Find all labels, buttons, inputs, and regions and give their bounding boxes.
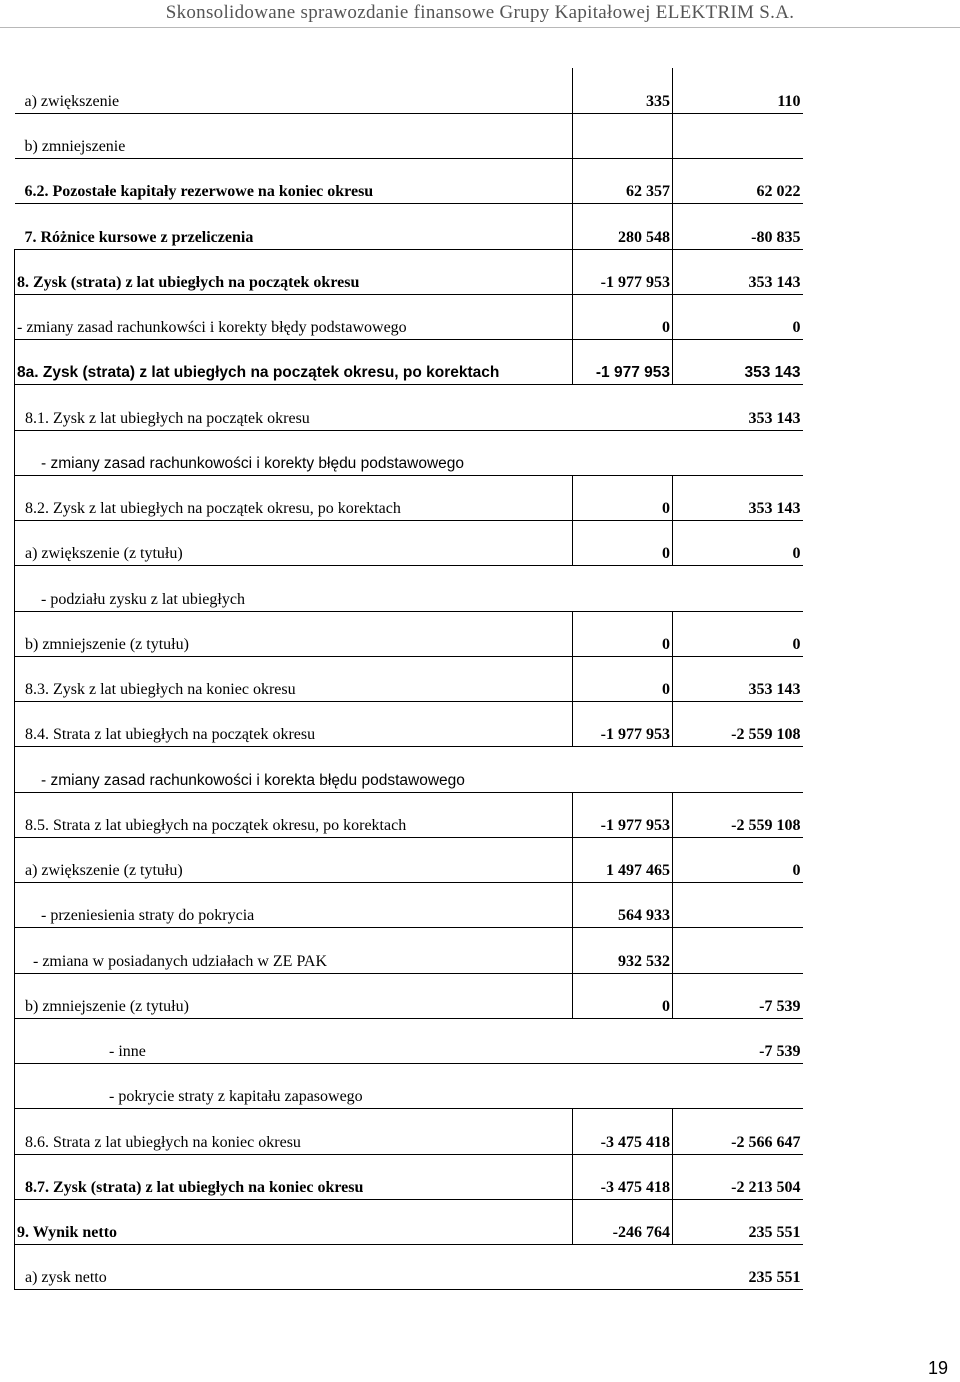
row-label: - pokrycie straty z kapitału zapasowego bbox=[15, 1064, 573, 1109]
row-label: - przeniesienia straty do pokrycia bbox=[15, 883, 573, 928]
row-label: - zmiany zasad rachunkowości i korekta błędu podstawowego bbox=[15, 747, 573, 792]
value-previous: 110 bbox=[673, 68, 803, 113]
row-label: 8.3. Zysk z lat ubiegłych na koniec okresu bbox=[15, 656, 573, 701]
value-current: 0 bbox=[573, 475, 673, 520]
table-row bbox=[15, 204, 803, 249]
value-previous: -2 559 108 bbox=[673, 792, 803, 837]
value-current: 62 357 bbox=[573, 159, 673, 204]
value-previous: 353 143 bbox=[673, 385, 803, 430]
value-previous: 353 143 bbox=[673, 656, 803, 701]
value-current bbox=[573, 1018, 673, 1063]
table-row bbox=[15, 1064, 803, 1109]
value-previous bbox=[673, 113, 803, 158]
value-current: 0 bbox=[573, 656, 673, 701]
value-previous: 0 bbox=[673, 521, 803, 566]
table-row bbox=[15, 837, 803, 882]
table-row bbox=[15, 1199, 803, 1244]
value-current: -1 977 953 bbox=[573, 702, 673, 747]
value-previous: 353 143 bbox=[673, 475, 803, 520]
table-row bbox=[15, 1245, 803, 1290]
financial-table bbox=[14, 68, 803, 1290]
value-previous bbox=[673, 430, 803, 475]
row-label: a) zwiększenie bbox=[15, 68, 573, 113]
row-label: b) zmniejszenie (z tytułu) bbox=[15, 611, 573, 656]
value-previous: 62 022 bbox=[673, 159, 803, 204]
value-current bbox=[573, 113, 673, 158]
table-row bbox=[15, 113, 803, 158]
value-current: 280 548 bbox=[573, 204, 673, 249]
value-previous bbox=[673, 928, 803, 973]
page-number: 19 bbox=[927, 1358, 948, 1378]
table-row bbox=[15, 475, 803, 520]
value-current: 1 497 465 bbox=[573, 837, 673, 882]
value-previous: -80 835 bbox=[673, 204, 803, 249]
row-label: b) zmniejszenie (z tytułu) bbox=[15, 973, 573, 1018]
value-previous: 0 bbox=[673, 611, 803, 656]
row-label: b) zmniejszenie bbox=[15, 113, 573, 158]
row-label: 8a. Zysk (strata) z lat ubiegłych na początek okresu, po korektach bbox=[15, 340, 573, 385]
value-current: -1 977 953 bbox=[573, 340, 673, 385]
value-current: 932 532 bbox=[573, 928, 673, 973]
value-previous: 235 551 bbox=[673, 1245, 803, 1290]
table-row bbox=[15, 566, 803, 611]
table-row bbox=[15, 656, 803, 701]
row-label: 6.2. Pozostałe kapitały rezerwowe na koniec okresu bbox=[15, 159, 573, 204]
table-row bbox=[15, 1154, 803, 1199]
table-row bbox=[15, 883, 803, 928]
value-current: 335 bbox=[573, 68, 673, 113]
value-current bbox=[573, 747, 673, 792]
row-label: - zmiany zasad rachunkowości i korekty błędu podstawowego bbox=[15, 430, 573, 475]
value-current: -1 977 953 bbox=[573, 249, 673, 294]
value-previous: -7 539 bbox=[673, 973, 803, 1018]
table-row bbox=[15, 973, 803, 1018]
value-previous: -2 566 647 bbox=[673, 1109, 803, 1154]
table-row bbox=[15, 294, 803, 339]
value-previous: -7 539 bbox=[673, 1018, 803, 1063]
row-label: 8.4. Strata z lat ubiegłych na początek okresu bbox=[15, 702, 573, 747]
value-previous: 0 bbox=[673, 837, 803, 882]
row-label: a) zwiększenie (z tytułu) bbox=[15, 837, 573, 882]
table-row bbox=[15, 430, 803, 475]
value-previous bbox=[673, 566, 803, 611]
row-label: 8.6. Strata z lat ubiegłych na koniec okresu bbox=[15, 1109, 573, 1154]
value-previous bbox=[673, 883, 803, 928]
table-row bbox=[15, 340, 803, 385]
header-title: Skonsolidowane sprawozdanie finansowe Grupy Kapitałowej ELEKTRIM S.A. bbox=[165, 2, 795, 23]
table-row bbox=[15, 385, 803, 430]
value-previous bbox=[673, 1064, 803, 1109]
row-label: - podziału zysku z lat ubiegłych bbox=[15, 566, 573, 611]
value-current: 0 bbox=[573, 294, 673, 339]
value-previous bbox=[673, 747, 803, 792]
value-current: -3 475 418 bbox=[573, 1154, 673, 1199]
row-label: 9. Wynik netto bbox=[15, 1199, 573, 1244]
value-current bbox=[573, 1245, 673, 1290]
table-row bbox=[15, 928, 803, 973]
value-current: 564 933 bbox=[573, 883, 673, 928]
table-row bbox=[15, 747, 803, 792]
row-label: - inne bbox=[15, 1018, 573, 1063]
value-current bbox=[573, 1064, 673, 1109]
table-row bbox=[15, 702, 803, 747]
value-current bbox=[573, 566, 673, 611]
row-label: 8. Zysk (strata) z lat ubiegłych na początek okresu bbox=[15, 249, 573, 294]
row-label: 8.5. Strata z lat ubiegłych na początek okresu, po korektach bbox=[15, 792, 573, 837]
row-label: 8.7. Zysk (strata) z lat ubiegłych na koniec okresu bbox=[15, 1154, 573, 1199]
value-current: 0 bbox=[573, 973, 673, 1018]
value-current: 0 bbox=[573, 521, 673, 566]
row-label: 8.2. Zysk z lat ubiegłych na początek okresu, po korektach bbox=[15, 475, 573, 520]
value-current bbox=[573, 430, 673, 475]
row-label: 8.1. Zysk z lat ubiegłych na początek okresu bbox=[15, 385, 573, 430]
value-previous: 353 143 bbox=[673, 340, 803, 385]
value-previous: -2 213 504 bbox=[673, 1154, 803, 1199]
row-label: a) zysk netto bbox=[15, 1245, 573, 1290]
table-row bbox=[15, 521, 803, 566]
table-row bbox=[15, 1018, 803, 1063]
row-label: - zmiana w posiadanych udziałach w ZE PAK bbox=[15, 928, 573, 973]
value-current: -3 475 418 bbox=[573, 1109, 673, 1154]
value-previous: 235 551 bbox=[673, 1199, 803, 1244]
value-previous: 353 143 bbox=[673, 249, 803, 294]
table-row bbox=[15, 611, 803, 656]
row-label: - zmiany zasad rachunkowści i korekty błędy podstawowego bbox=[15, 294, 573, 339]
table-row bbox=[15, 1109, 803, 1154]
value-current: 0 bbox=[573, 611, 673, 656]
value-current: -246 764 bbox=[573, 1199, 673, 1244]
header-divider bbox=[0, 27, 960, 28]
table-row bbox=[15, 68, 803, 113]
value-previous: 0 bbox=[673, 294, 803, 339]
value-previous: -2 559 108 bbox=[673, 702, 803, 747]
row-label: a) zwiększenie (z tytułu) bbox=[15, 521, 573, 566]
table-row bbox=[15, 792, 803, 837]
document-header bbox=[0, 0, 960, 34]
value-current: -1 977 953 bbox=[573, 792, 673, 837]
value-current bbox=[573, 385, 673, 430]
table-row bbox=[15, 249, 803, 294]
row-label: 7. Różnice kursowe z przeliczenia bbox=[15, 204, 573, 249]
table-row bbox=[15, 159, 803, 204]
